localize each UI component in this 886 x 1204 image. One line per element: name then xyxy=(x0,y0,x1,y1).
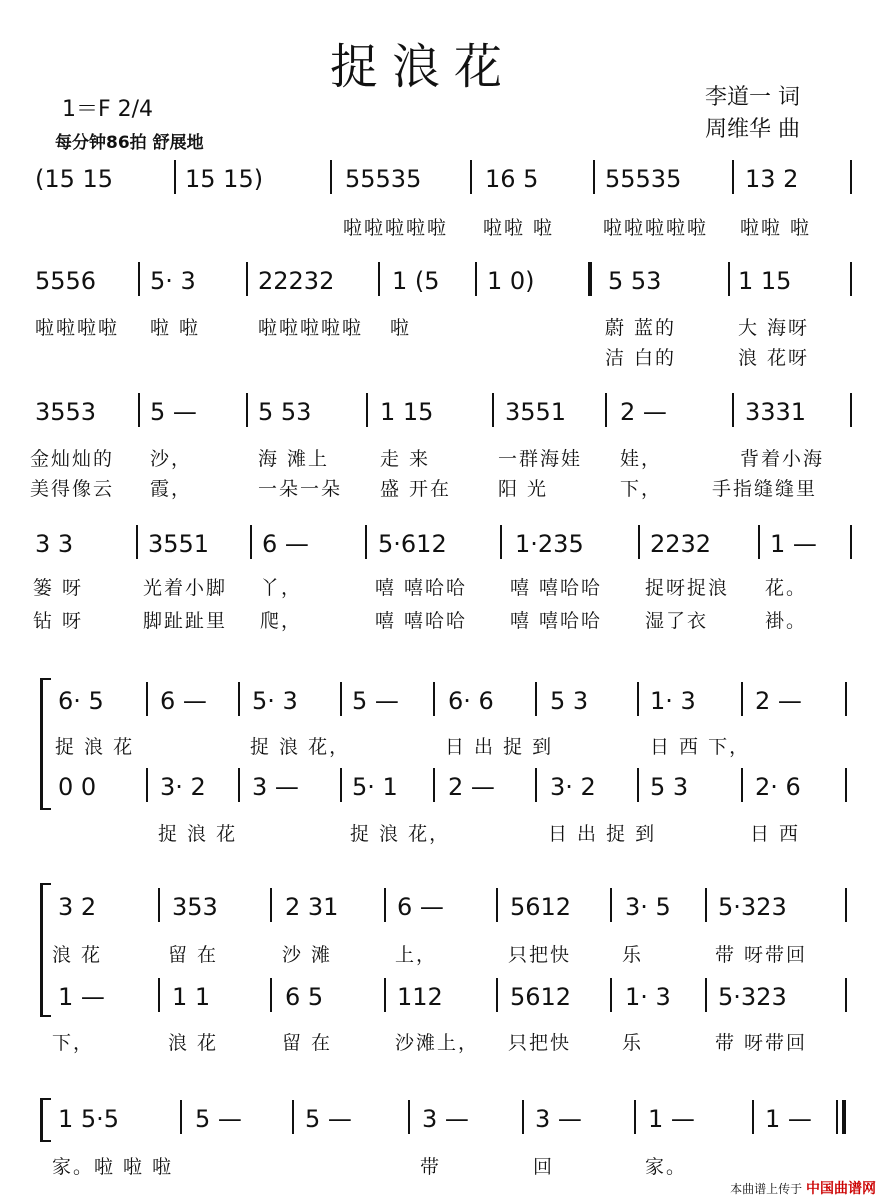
lyric: 一朵一朵 xyxy=(258,478,343,500)
key-signature: 1＝F 2/4 xyxy=(62,97,154,122)
measure-notes: 22232 xyxy=(258,267,335,295)
measure-notes: 3551 xyxy=(148,530,210,558)
measure-notes: 1 — xyxy=(648,1105,695,1133)
lyric: 花。 xyxy=(765,577,808,599)
lyric: 浪 花 xyxy=(52,944,103,966)
measure-notes: 5556 xyxy=(35,267,97,295)
measure-notes: 353 xyxy=(172,893,218,921)
lyric: 下， xyxy=(52,1032,95,1054)
lyric: 啦啦啦啦啦 xyxy=(258,317,364,339)
measure-notes: (15 15 xyxy=(35,165,114,193)
measure-notes: 5 3 xyxy=(650,773,689,801)
lyric: 盛 开在 xyxy=(380,478,452,500)
lyrics-row-6b xyxy=(0,1028,886,1058)
measure-notes: 1· 3 xyxy=(650,687,696,715)
lyric: 沙 滩 xyxy=(282,944,333,966)
lyric: 家。 xyxy=(645,1156,688,1178)
lyrics-row-2a xyxy=(0,313,886,343)
lyric: 啦啦 啦 xyxy=(740,217,812,239)
score-row-6-voice2 xyxy=(0,983,886,1023)
measure-notes: 1·235 xyxy=(515,530,584,558)
score-row-2 xyxy=(0,267,886,307)
lyric: 乐 xyxy=(622,944,644,966)
lyricist-credit: 李道一 词 xyxy=(705,85,800,110)
measure-notes: 112 xyxy=(397,983,443,1011)
measure-notes: 1 — xyxy=(58,983,105,1011)
measure-notes: 2232 xyxy=(650,530,712,558)
measure-notes: 1 1 xyxy=(172,983,211,1011)
measure-notes: 3· 5 xyxy=(625,893,671,921)
lyric: 褂。 xyxy=(765,610,808,632)
lyric: 大 海呀 xyxy=(738,317,810,339)
measure-notes: 3 — xyxy=(252,773,299,801)
lyric: 走 来 xyxy=(380,448,431,470)
measure-notes: 5 — xyxy=(352,687,399,715)
score-row-3 xyxy=(0,398,886,438)
measure-notes: 5 3 xyxy=(550,687,589,715)
measure-notes: 1 5·5 xyxy=(58,1105,120,1133)
measure-notes: 2· 6 xyxy=(755,773,801,801)
measure-notes: 0 0 xyxy=(58,773,97,801)
lyrics-row-3a xyxy=(0,444,886,474)
lyric: 啦啦啦啦啦 xyxy=(343,217,449,239)
lyric: 嘻 嘻哈哈 xyxy=(510,610,603,632)
measure-notes: 5·612 xyxy=(378,530,447,558)
measure-notes: 5 — xyxy=(195,1105,242,1133)
lyric: 一群海娃 xyxy=(498,448,583,470)
measure-notes: 6 5 xyxy=(285,983,324,1011)
lyric: 海 滩上 xyxy=(258,448,330,470)
lyric: 丫， xyxy=(260,577,303,599)
lyric: 光着小脚 xyxy=(143,577,228,599)
site-logo: 中国曲谱网 xyxy=(806,1181,876,1197)
lyric: 家。啦 啦 啦 xyxy=(52,1156,174,1178)
lyric: 洁 白的 xyxy=(605,347,677,369)
measure-notes: 2 — xyxy=(620,398,667,426)
upload-text: 本曲谱上传于 xyxy=(730,1182,803,1196)
lyrics-row-5b xyxy=(0,819,886,849)
lyric: 钻 呀 xyxy=(33,610,84,632)
lyric: 嘻 嘻哈哈 xyxy=(375,577,468,599)
measure-notes: 3· 2 xyxy=(160,773,206,801)
score-row-5-voice2 xyxy=(0,773,886,813)
lyric: 湿了衣 xyxy=(645,610,709,632)
measure-notes: 3553 xyxy=(35,398,97,426)
lyric: 浪 花 xyxy=(168,1032,219,1054)
lyric: 日 出 捉 到 xyxy=(445,736,554,758)
lyric: 只把快 xyxy=(508,1032,572,1054)
lyric: 沙， xyxy=(150,448,193,470)
measure-notes: 5 — xyxy=(150,398,197,426)
measure-notes: 1 — xyxy=(770,530,817,558)
lyrics-row-4b xyxy=(0,606,886,636)
measure-notes: 16 5 xyxy=(485,165,539,193)
tempo-marking: 每分钟86拍 舒展地 xyxy=(55,133,204,153)
lyric: 美得像云 xyxy=(30,478,115,500)
lyric: 蔚 蓝的 xyxy=(605,317,677,339)
lyric: 啦 xyxy=(390,317,412,339)
lyrics-row-6a xyxy=(0,940,886,970)
lyric: 啦啦 啦 xyxy=(483,217,555,239)
measure-notes: 55535 xyxy=(605,165,682,193)
score-row-6-voice1 xyxy=(0,893,886,933)
lyric: 留 在 xyxy=(282,1032,333,1054)
measure-notes: 3 2 xyxy=(58,893,97,921)
lyric: 沙滩上， xyxy=(395,1032,480,1054)
measure-notes: 55535 xyxy=(345,165,422,193)
lyric: 带 呀带回 xyxy=(715,944,808,966)
lyric: 回 xyxy=(533,1156,555,1178)
lyric: 霞， xyxy=(150,478,193,500)
measure-notes: 5612 xyxy=(510,983,572,1011)
lyric: 捉 浪 花 xyxy=(55,736,135,758)
measure-notes: 3· 2 xyxy=(550,773,596,801)
measure-notes: 3 — xyxy=(422,1105,469,1133)
lyric: 捉呀捉浪 xyxy=(645,577,730,599)
measure-notes: 6 — xyxy=(160,687,207,715)
lyric: 浪 花呀 xyxy=(738,347,810,369)
lyrics-row-4a xyxy=(0,573,886,603)
measure-notes: 6 — xyxy=(397,893,444,921)
measure-notes: 15 15) xyxy=(185,165,264,193)
upload-watermark xyxy=(730,1178,876,1198)
measure-notes: 2 — xyxy=(755,687,802,715)
lyric: 上， xyxy=(395,944,438,966)
measure-notes: 13 2 xyxy=(745,165,799,193)
lyric: 啦 啦 xyxy=(150,317,201,339)
lyric: 阳 光 xyxy=(498,478,549,500)
measure-notes: 5·323 xyxy=(718,983,787,1011)
measure-notes: 2 31 xyxy=(285,893,339,921)
measure-notes: 6· 6 xyxy=(448,687,494,715)
lyric: 手指缝缝里 xyxy=(712,478,818,500)
lyric: 篓 呀 xyxy=(33,577,84,599)
lyric: 脚趾趾里 xyxy=(143,610,228,632)
lyrics-row-2b xyxy=(0,343,886,373)
lyric: 日 西 xyxy=(750,823,801,845)
measure-notes: 5 53 xyxy=(608,267,662,295)
measure-notes: 6· 5 xyxy=(58,687,104,715)
lyric: 啦啦啦啦 xyxy=(35,317,120,339)
measure-notes: 1 — xyxy=(765,1105,812,1133)
measure-notes: 3551 xyxy=(505,398,567,426)
lyric: 下， xyxy=(620,478,663,500)
measure-notes: 5·323 xyxy=(718,893,787,921)
lyric: 啦啦啦啦啦 xyxy=(603,217,709,239)
measure-notes: 1 15 xyxy=(738,267,792,295)
lyric: 乐 xyxy=(622,1032,644,1054)
measure-notes: 5 — xyxy=(305,1105,352,1133)
lyric: 金灿灿的 xyxy=(30,448,115,470)
lyric: 捉 浪 花 xyxy=(158,823,238,845)
measure-notes: 3 3 xyxy=(35,530,74,558)
measure-notes: 1 0) xyxy=(487,267,535,295)
lyric: 背着小海 xyxy=(740,448,825,470)
lyric: 捉 浪 花， xyxy=(350,823,451,845)
measure-notes: 1 15 xyxy=(380,398,434,426)
lyric: 带 呀带回 xyxy=(715,1032,808,1054)
lyric: 只把快 xyxy=(508,944,572,966)
measure-notes: 5· 3 xyxy=(150,267,196,295)
lyric: 带 xyxy=(420,1156,442,1178)
measure-notes: 3 — xyxy=(535,1105,582,1133)
score-row-1 xyxy=(0,165,886,205)
measure-notes: 3331 xyxy=(745,398,807,426)
score-row-4 xyxy=(0,530,886,570)
lyrics-row-1 xyxy=(0,213,886,243)
measure-notes: 2 — xyxy=(448,773,495,801)
lyric: 嘻 嘻哈哈 xyxy=(375,610,468,632)
measure-notes: 6 — xyxy=(262,530,309,558)
lyric: 爬， xyxy=(260,610,303,632)
lyric: 留 在 xyxy=(168,944,219,966)
lyric: 日 出 捉 到 xyxy=(548,823,657,845)
measure-notes: 1· 3 xyxy=(625,983,671,1011)
page-title: 捉浪花 xyxy=(330,39,517,95)
lyric: 嘻 嘻哈哈 xyxy=(510,577,603,599)
measure-notes: 5· 1 xyxy=(352,773,398,801)
measure-notes: 5612 xyxy=(510,893,572,921)
lyric: 日 西 下， xyxy=(650,736,751,758)
measure-notes: 5 53 xyxy=(258,398,312,426)
lyrics-row-5a xyxy=(0,732,886,762)
lyric: 捉 浪 花， xyxy=(250,736,351,758)
score-row-5-voice1 xyxy=(0,687,886,727)
measure-notes: 1 (5 xyxy=(392,267,440,295)
composer-credit: 周维华 曲 xyxy=(705,117,800,142)
measure-notes: 5· 3 xyxy=(252,687,298,715)
lyric: 娃， xyxy=(620,448,663,470)
lyrics-row-3b xyxy=(0,474,886,504)
